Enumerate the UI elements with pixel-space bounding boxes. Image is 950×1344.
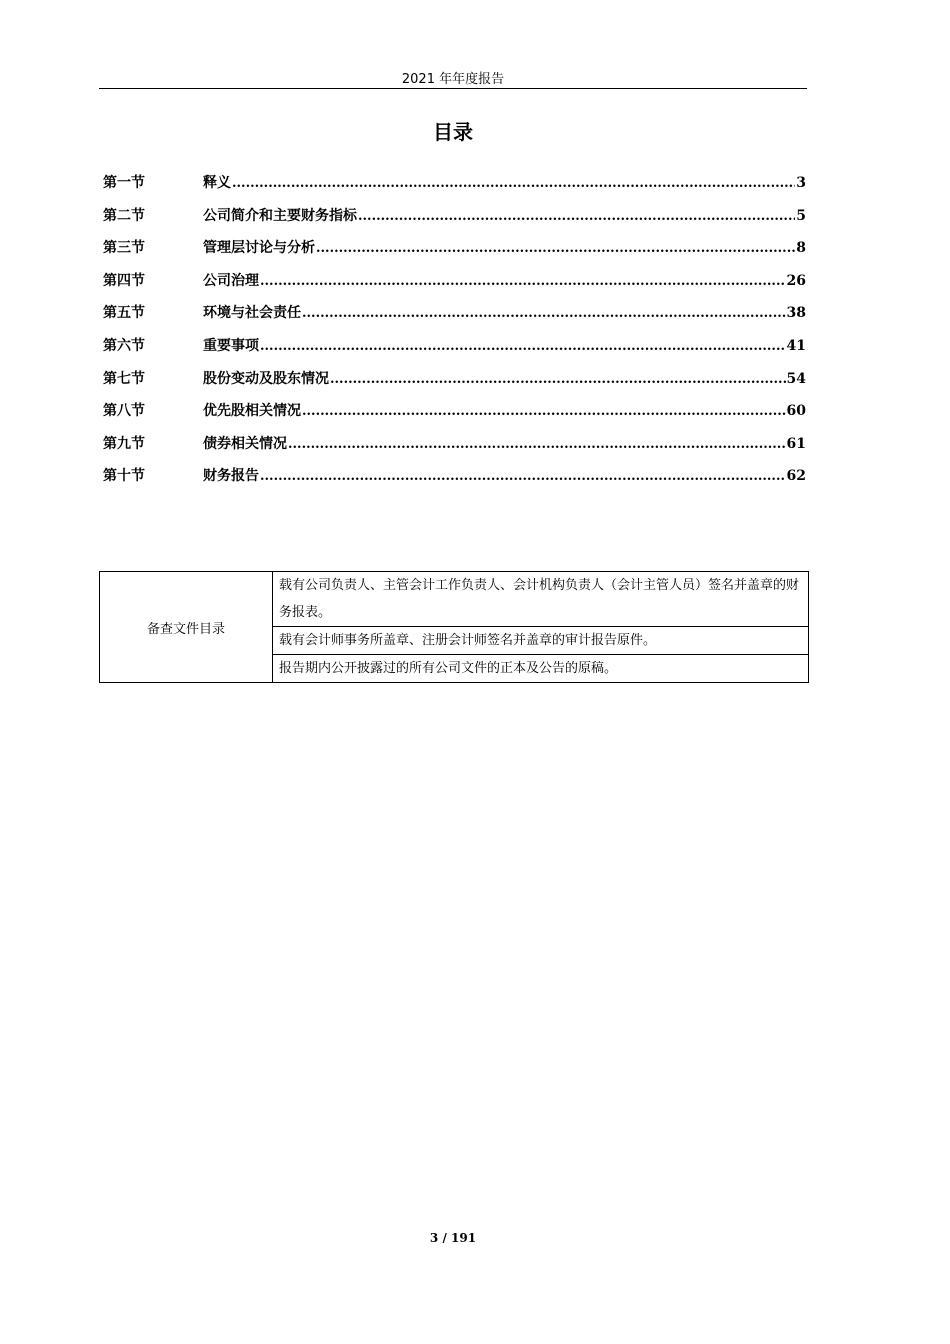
toc-entry[interactable] (103, 172, 806, 205)
toc-section-name: 优先股相关情况 (203, 403, 301, 420)
toc-section-number: 第八节 (103, 403, 145, 420)
toc-leader-dots (358, 209, 795, 224)
toc-section-number: 第五节 (103, 305, 145, 322)
toc-section-name: 释义 (203, 175, 231, 191)
toc-page-number: 41 (786, 337, 806, 354)
toc-section-number: 第九节 (103, 435, 145, 452)
toc-entry[interactable] (103, 368, 806, 401)
toc-page-number: 38 (786, 305, 806, 322)
toc-section-number: 第四节 (103, 272, 145, 289)
toc-section-name: 财务报告 (203, 468, 259, 485)
toc-section-number: 第二节 (103, 207, 145, 224)
toc-leader-dots (302, 306, 786, 321)
reference-document-item: 报告期内公开披露过的所有公司文件的正本及公告的原稿。 (273, 655, 809, 683)
toc-leader-dots (260, 469, 786, 484)
toc-entry[interactable] (103, 400, 806, 433)
table-of-contents (103, 172, 806, 498)
toc-entry[interactable] (103, 270, 806, 303)
toc-page-number: 60 (786, 403, 806, 420)
toc-section-number: 第一节 (103, 175, 145, 191)
reference-document-item: 载有会计师事务所盖章、注册会计师签名并盖章的审计报告原件。 (273, 627, 809, 655)
reference-documents-table (99, 571, 809, 683)
toc-section-number: 第六节 (103, 337, 145, 354)
toc-section-name: 公司简介和主要财务指标 (203, 207, 357, 224)
toc-section-number: 第三节 (103, 240, 145, 257)
toc-section-name: 管理层讨论与分析 (203, 240, 315, 257)
toc-entry[interactable] (103, 433, 806, 466)
toc-page-number: 5 (796, 207, 806, 224)
toc-leader-dots (302, 404, 786, 419)
toc-leader-dots (232, 176, 795, 191)
toc-section-name: 重要事项 (203, 337, 259, 354)
table-row (100, 572, 809, 627)
toc-title: 目录 (433, 120, 473, 144)
toc-section-name: 环境与社会责任 (203, 305, 301, 322)
reference-documents-label: 备查文件目录 (100, 572, 273, 683)
toc-page-number: 3 (796, 175, 806, 191)
toc-leader-dots (260, 339, 786, 354)
toc-leader-dots (330, 372, 786, 387)
toc-section-number: 第十节 (103, 468, 145, 485)
page-number-footer: 3 / 191 (429, 1231, 477, 1245)
toc-section-name: 股份变动及股东情况 (203, 370, 329, 387)
toc-entry[interactable] (103, 237, 806, 270)
toc-entry[interactable] (103, 302, 806, 335)
toc-section-number: 第七节 (103, 370, 145, 387)
toc-page-number: 62 (786, 468, 806, 485)
toc-entry[interactable] (103, 205, 806, 238)
page-header: 2021 年年度报告 (401, 72, 505, 87)
toc-leader-dots (316, 241, 795, 256)
toc-page-number: 54 (786, 370, 806, 387)
toc-leader-dots (288, 437, 786, 452)
toc-page-number: 8 (796, 240, 806, 257)
toc-section-name: 公司治理 (203, 272, 259, 289)
toc-leader-dots (260, 274, 786, 289)
toc-entry[interactable] (103, 335, 806, 368)
toc-page-number: 26 (786, 272, 806, 289)
toc-page-number: 61 (786, 435, 806, 452)
toc-entry[interactable] (103, 465, 806, 498)
toc-section-name: 债券相关情况 (203, 435, 287, 452)
header-rule (99, 88, 807, 89)
reference-document-item: 载有公司负责人、主管会计工作负责人、会计机构负责人（会计主管人员）签名并盖章的财务报表。 (273, 572, 809, 627)
